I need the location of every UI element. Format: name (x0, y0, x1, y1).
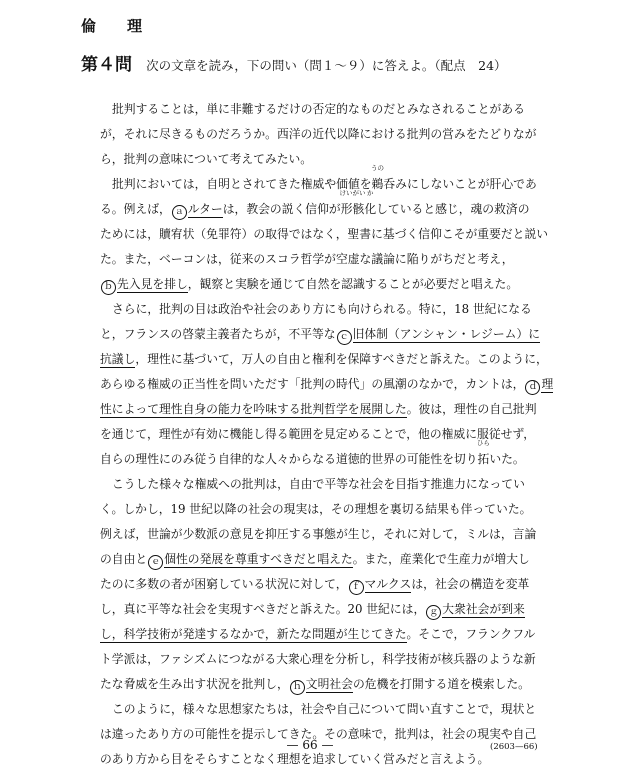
ruby-base: 鵜 (371, 177, 384, 191)
text-run: は，社会の構造を変革 (411, 577, 530, 591)
text-line: こうした様々な権威への批判は，自由で平等な社会を目指す推進力になってい (112, 477, 525, 491)
underlined-text-a: ルター (187, 202, 223, 216)
underline-marker-b: ｂ (101, 280, 116, 295)
text-run: たのに多数の者が困窮している状況に対して， (100, 577, 348, 591)
text-line (100, 322, 541, 347)
text-run: 呑 (383, 177, 396, 191)
text-run: 。そこで，フランクフル (406, 627, 536, 641)
page-number: — 66 — (286, 738, 334, 752)
underlined-text-g: 大衆社会が到来 (442, 602, 525, 616)
text-run: の自由と (100, 552, 148, 566)
question-header (81, 50, 507, 75)
text-line (100, 622, 537, 647)
text-run: いた。 (489, 452, 525, 466)
text-line: は違ったあり方の可能性を提示してきた。その意味で，批判は，社会の現実や自己 (100, 727, 537, 741)
text-line (100, 272, 537, 297)
text-run: と，フランスの啓蒙主義者たちが，不平等な (100, 327, 336, 341)
text-line (100, 164, 537, 197)
text-line: 批判することは，単に非難するだけの否定的なものだとみなされることがある (112, 102, 525, 116)
question-instruction: 次の文章を読み，下の問い（問１～９）に答えよ。（配点 24） (146, 58, 507, 73)
text-run: し，真に平等な社会を実現すべきだと訴えた。20 世紀には， (100, 602, 426, 616)
underline-marker-g: ｇ (426, 605, 441, 620)
text-line (100, 347, 548, 372)
underlined-text-b: 先入見を排し (117, 277, 188, 291)
underlined-text-d-cont: 性によって理性自身の能力を吟味する批判哲学を展開した (100, 402, 407, 416)
text-run: 。また，産業化で生産力が増大し (352, 552, 530, 566)
underline-marker-a: ａ (172, 205, 187, 220)
reading-passage (100, 97, 554, 772)
text-run: していると感じ，魂の救済の (376, 202, 530, 216)
text-line (100, 439, 537, 472)
text-line (100, 597, 537, 622)
text-run: ，理性に基づいて，万人の自由と権利を保障すべきだと訴えた。このように， (135, 352, 548, 366)
text-run: は，教会の説く信仰が (222, 202, 341, 216)
underline-marker-f: ｆ (349, 580, 364, 595)
text-line: さらに，批判の目は政治や社会のあり方にも向けられる。特に，18 世紀になる (112, 302, 532, 316)
underline-marker-c: ｃ (337, 330, 352, 345)
text-line (100, 572, 537, 597)
text-line: が，それに尽きるものだろうか。西洋の近代以降における批判の営みをたどりなが (100, 127, 537, 141)
text-line: 例えば，世論が少数派の意見を抑圧する事態が生じ，それに対して，ミルは，言論 (100, 527, 537, 541)
text-run: 批判においては，自明とされてきた権威や価値を (112, 177, 372, 191)
ruby-word (364, 189, 377, 222)
underline-marker-h: ｈ (290, 680, 305, 695)
text-line: ら，批判の意味について考えてみたい。 (100, 152, 313, 166)
ruby-text: けいがい (339, 189, 366, 197)
text-run: る。例えば， (100, 202, 171, 216)
text-line: を通じて，理性が有効に機能し得る範囲を見定めることで，他の権威に服従せず， (100, 427, 536, 441)
text-line: た。また，ベーコンは，従来のスコラ哲学が空虚な議論に陥りがちだと考え， (100, 252, 514, 266)
ruby-word (476, 439, 490, 472)
text-line: のあり方から目をそらすことなく理想を追求していく営みだと言えよう。 (100, 752, 490, 766)
ruby-base: 拓 (477, 452, 490, 466)
text-run: の危機を打開する道を模索した。 (352, 677, 530, 691)
text-line (100, 189, 537, 222)
underlined-text-c-cont: 抗議し (100, 352, 136, 366)
text-run: ，観察と実験を通じて自然を認識することが必要だと唱えた。 (187, 277, 519, 291)
underline-marker-e: ｅ (148, 555, 163, 570)
text-line: このように，様々な思想家たちは，社会や自己について問い直すことで，現状と (112, 702, 537, 716)
text-line: ためには，贖宥状（免罪符）の取得ではなく，聖書に基づく信仰こそが重要だと説い (100, 227, 549, 241)
text-line (100, 672, 537, 697)
ruby-text: うの (370, 164, 384, 172)
text-line (100, 547, 537, 572)
text-line: く。しかし，19 世紀以降の社会の現実は，その理想を裏切る結果も伴っていた。 (100, 502, 532, 516)
text-line (100, 397, 537, 422)
text-line: ト学派は，ファシズムにつながる大衆心理を分析し，科学技術が核兵器のような新 (100, 652, 536, 666)
ruby-word (339, 189, 366, 222)
subject-heading: 倫 理 (81, 17, 151, 35)
underlined-text-f: マルクス (364, 577, 412, 591)
underlined-text-e: 個性の発展を尊重すべきだと唱えた (164, 552, 353, 566)
underlined-text-c: 旧体制（アンシャン・レジーム）に (352, 327, 541, 341)
underlined-text-g-cont: し，科学技術が発達するなかで，新たな問題が生じてきた (100, 627, 407, 641)
underline-marker-d: ｄ (525, 380, 540, 395)
text-run: みにしないことが肝心であ (395, 177, 537, 191)
text-run: 自らの理性にのみ従う自律的な人々からなる道徳的世界の可能性を切り (100, 452, 478, 466)
ruby-text: ひら (476, 439, 490, 447)
text-line (100, 372, 554, 397)
text-run: 。彼は，理性の自己批判 (406, 402, 537, 416)
ruby-base: 化 (364, 202, 377, 216)
ruby-base: 形骸 (340, 202, 365, 216)
question-number: 第４問 (81, 55, 132, 75)
ruby-text: か (366, 189, 374, 197)
underlined-text-h: 文明社会 (305, 677, 353, 691)
text-run: あらゆる権威の正当性を問いただす「批判の時代」の風潮のなかで，カントは， (100, 377, 525, 391)
page-code: (2603—66) (490, 742, 538, 752)
text-run: たな脅威を生み出す状況を批判し， (100, 677, 289, 691)
underlined-text-d: 理 (541, 377, 554, 391)
